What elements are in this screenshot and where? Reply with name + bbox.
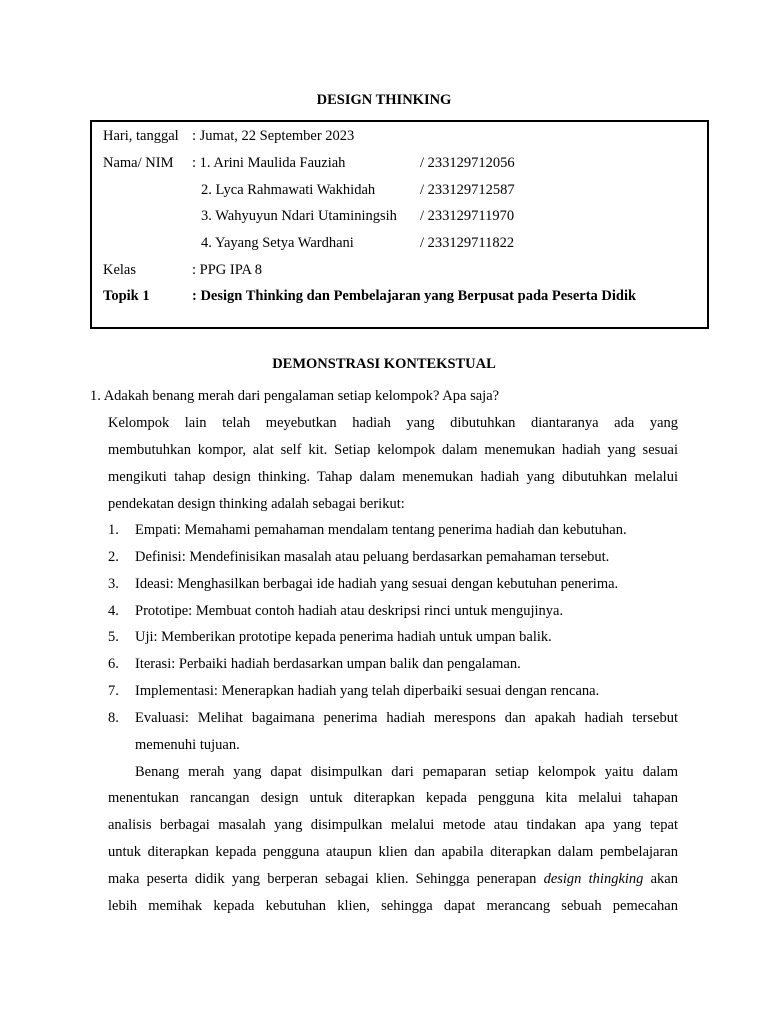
class-value: : PPG IPA 8 — [192, 262, 262, 278]
member-name: : 1. Arini Maulida Fauziah — [192, 155, 346, 171]
member-name: 3. Wahyuyun Ndari Utaminingsih — [201, 208, 397, 224]
step-number: 2. — [108, 549, 119, 565]
step-number: 5. — [108, 629, 119, 645]
member-name: 4. Yayang Setya Wardhani — [201, 235, 354, 251]
member-nim: / 233129711970 — [420, 208, 515, 224]
step-number: 4. — [108, 603, 119, 619]
question-text: 1. Adakah benang merah dari pengalaman setiap kelompok? Apa saja? — [90, 388, 500, 404]
name-label: Nama/ NIM — [103, 155, 174, 171]
step-text: Definisi: Mendefinisikan masalah atau peluang berdasarkan pemahaman tersebut. — [135, 549, 610, 565]
step-text: Empati: Memahami pemahaman mendalam tentang penerima hadiah dan kebutuhan. — [135, 522, 627, 538]
member-nim: / 233129711822 — [420, 235, 515, 251]
step-text: Prototipe: Membuat contoh hadiah atau deskripsi rinci untuk mengujinya. — [135, 603, 564, 619]
date-value: : Jumat, 22 September 2023 — [192, 128, 355, 144]
step-text: Evaluasi: Melihat bagaimana penerima hadiah merespons dan apakah hadiah tersebut — [135, 710, 678, 726]
paragraph-line: pendekatan design thinking adalah sebagai berikut: — [108, 496, 405, 512]
text-run: akan — [643, 871, 678, 887]
paragraph-line: mengikuti tahap design thinking. Tahap dalam menemukan hadiah yang dibutuhkan melalui — [108, 469, 678, 485]
member-name: 2. Lyca Rahmawati Wakhidah — [201, 182, 376, 198]
paragraph-line: menentukan rancangan design untuk diterapkan kepada pengguna kita melalui tahapan — [108, 790, 678, 806]
step-number: 7. — [108, 683, 119, 699]
step-text-continuation: memenuhi tujuan. — [135, 737, 240, 753]
class-label: Kelas — [103, 262, 137, 278]
info-box — [90, 120, 709, 329]
step-number: 3. — [108, 576, 119, 592]
paragraph-line: membutuhkan kompor, alat self kit. Setiap kelompok dalam menemukan hadiah yang sesuai — [108, 442, 678, 458]
paragraph-line: analisis berbagai masalah yang disimpulkan melalui metode atau tindakan apa yang tepat — [108, 817, 678, 833]
paragraph-line: lebih memihak kepada kebutuhan klien, sehingga dapat merancang sebuah pemecahan — [108, 898, 678, 914]
step-text: Uji: Memberikan prototipe kepada penerima hadiah untuk umpan balik. — [135, 629, 552, 645]
step-number: 8. — [108, 710, 119, 726]
text-run: maka peserta didik yang berperan sebagai klien. Sehingga penerapan — [108, 871, 544, 887]
paragraph-line — [108, 871, 678, 888]
paragraph-line: Kelompok lain telah meyebutkan hadiah yang dibutuhkan diantaranya ada yang — [108, 415, 678, 431]
paragraph-line: Benang merah yang dapat disimpulkan dari pemaparan setiap kelompok yaitu dalam — [135, 764, 678, 780]
step-text: Ideasi: Menghasilkan berbagai ide hadiah yang sesuai dengan kebutuhan penerima. — [135, 576, 619, 592]
italic-term: design thingking — [543, 871, 644, 887]
step-number: 1. — [108, 522, 119, 538]
step-text: Implementasi: Menerapkan hadiah yang telah diperbaiki sesuai dengan rencana. — [135, 683, 600, 699]
paragraph-line: untuk diterapkan kepada pengguna ataupun klien dan apabila diterapkan dalam pembelajaran — [108, 844, 678, 860]
section-title: DEMONSTRASI KONTEKSTUAL — [272, 356, 496, 372]
date-label: Hari, tanggal — [103, 128, 179, 144]
document-title: DESIGN THINKING — [316, 92, 452, 108]
member-nim: / 233129712587 — [420, 182, 515, 198]
step-number: 6. — [108, 656, 119, 672]
topic-value: : Design Thinking dan Pembelajaran yang Berpusat pada Peserta Didik — [192, 288, 637, 304]
topic-label: Topik 1 — [103, 288, 150, 304]
member-nim: / 233129712056 — [420, 155, 515, 171]
step-text: Iterasi: Perbaiki hadiah berdasarkan umpan balik dan pengalaman. — [135, 656, 521, 672]
